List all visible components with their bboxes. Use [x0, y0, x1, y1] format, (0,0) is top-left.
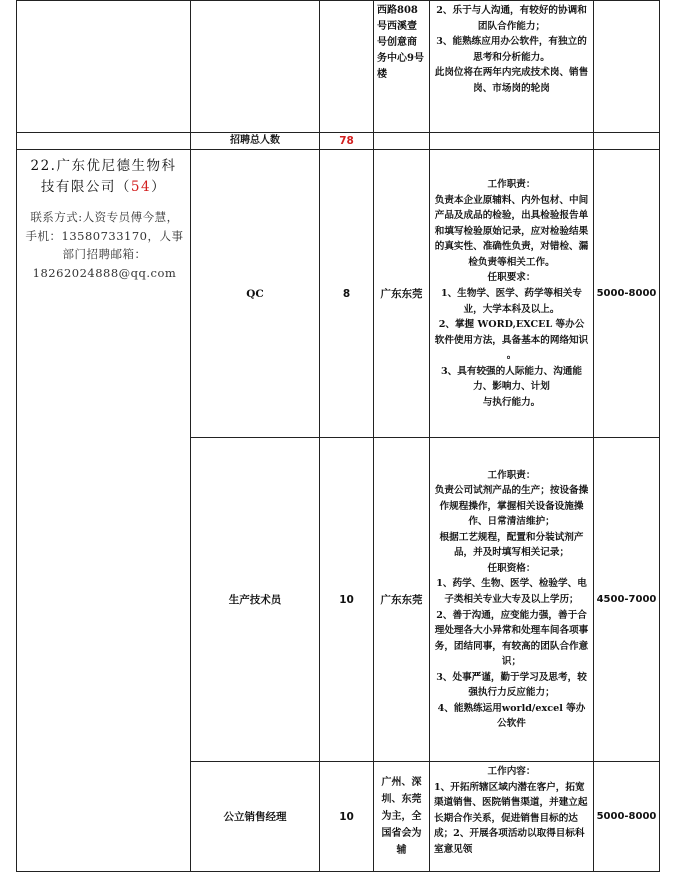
company-cell	[17, 150, 191, 872]
position-cell-empty	[191, 1, 320, 133]
description-line: 根据工艺规程，配置和分装试剂产品，并及时填写相关记录；	[439, 531, 584, 559]
recruitment-table	[16, 0, 660, 872]
position-cell: 生产技术员	[191, 438, 320, 762]
company-count: 54	[130, 179, 152, 196]
description-cell	[430, 762, 594, 872]
description-line: 工作内容：	[487, 766, 536, 778]
description-line: 3、处事严谨，勤于学习及思考，较强执行力反应能力；	[436, 671, 587, 699]
description-line: 3、具有较强的人际能力、沟通能力、影响力、计划	[441, 365, 582, 393]
location-cell: 广州、深圳、东莞为主，全国省会为辅	[374, 762, 430, 872]
description-line: 1、药学、生物、医学、检验学、电子类相关专业大专及以上学历；	[436, 578, 587, 605]
location-cell: 西路808号西溪壹号创意商务中心9号楼	[374, 1, 430, 133]
company-index: 22.	[30, 158, 57, 175]
description-cell	[430, 150, 594, 438]
salary-cell: 4500-7000	[594, 438, 660, 762]
description-line: 任职要求：	[487, 272, 536, 284]
total-label: 招聘总人数	[191, 133, 320, 150]
description-cell	[430, 438, 594, 762]
description-line: 负责本企业原辅料、内外包材、中间产品及成品的检验，出具检验报告单和填写检验原始记录，应对检验结果的真实性、准确性负责，对错检、漏检负责等相关工作。	[434, 194, 589, 268]
salary-cell: 5000-8000	[594, 762, 660, 872]
company-contact-block	[17, 198, 190, 283]
salary-cell: 5000-8000	[594, 150, 660, 438]
description-line: 负责公司试剂产品的生产；按设备操作规程操作，掌握相关设备设施操作、日常清洁维护；	[434, 485, 589, 528]
description-line: 任职资格：	[487, 562, 536, 574]
company-cell-empty	[17, 1, 191, 133]
description-line: 工作职责：	[487, 179, 536, 191]
description-cell	[430, 1, 594, 133]
location-cell: 广东东莞	[374, 438, 430, 762]
salary-cell-empty	[594, 1, 660, 133]
description-line: 2、乐于与人沟通，有较好的协调和团队合作能力；	[436, 5, 587, 32]
table-row	[17, 1, 660, 133]
position-cell: 公立销售经理	[191, 762, 320, 872]
company-cell-empty	[17, 133, 191, 150]
count-cell: 8	[320, 150, 374, 438]
contact-label: 联系方式:	[30, 210, 83, 225]
description-line: 3、能熟练应用办公软件，有独立的思考和分析能力。	[436, 36, 587, 63]
salary-cell-empty	[594, 133, 660, 150]
count-cell: 10	[320, 438, 374, 762]
description-cell-empty	[430, 133, 594, 150]
position-cell: QC	[191, 150, 320, 438]
description-line: 与执行能力。	[482, 396, 541, 408]
description-line: 1、开拓所辖区域内潜在客户，拓宽渠道销售、医院销售渠道，并建立起长期合作关系，促进销售目标的达成；2、开展各项活动以取得目标科室意见领	[434, 781, 588, 855]
description-line: 4、能熟练运用world/excel 等办公软件	[437, 702, 586, 730]
count-cell: 10	[320, 762, 374, 872]
company-name-block: 22.广东优尼德生物科技有限公司（54）	[30, 158, 177, 196]
location-cell-empty	[374, 133, 430, 150]
description-line: 2、善于沟通，应变能力强，善于合理处理各大小异常和处理车间各项事务，团结同事，有较高的团队合作意识；	[434, 609, 589, 668]
company-name: 广东优尼德生物科技有限公司	[40, 158, 177, 196]
count-cell-empty	[320, 1, 374, 133]
description-line: 工作职责：	[487, 469, 536, 481]
description-line: 此岗位将在两年内完成技术岗、销售岗、市场岗的轮岗	[434, 67, 589, 94]
total-row	[17, 133, 660, 150]
contact-text: 人资专员傅今慧，手机：13580733170，人事部门招聘邮箱：18262024888@qq.com	[25, 210, 184, 280]
description-line: 1、生物学、医学、药学等相关专业，大学本科及以上。	[441, 288, 582, 315]
description-line: 2、掌握 WORD,EXCEL 等办公软件使用方法，具备基本的网络知识 。	[434, 319, 589, 362]
total-value: 78	[320, 133, 374, 150]
location-cell: 广东东莞	[374, 150, 430, 438]
job-row-qc	[17, 150, 660, 438]
